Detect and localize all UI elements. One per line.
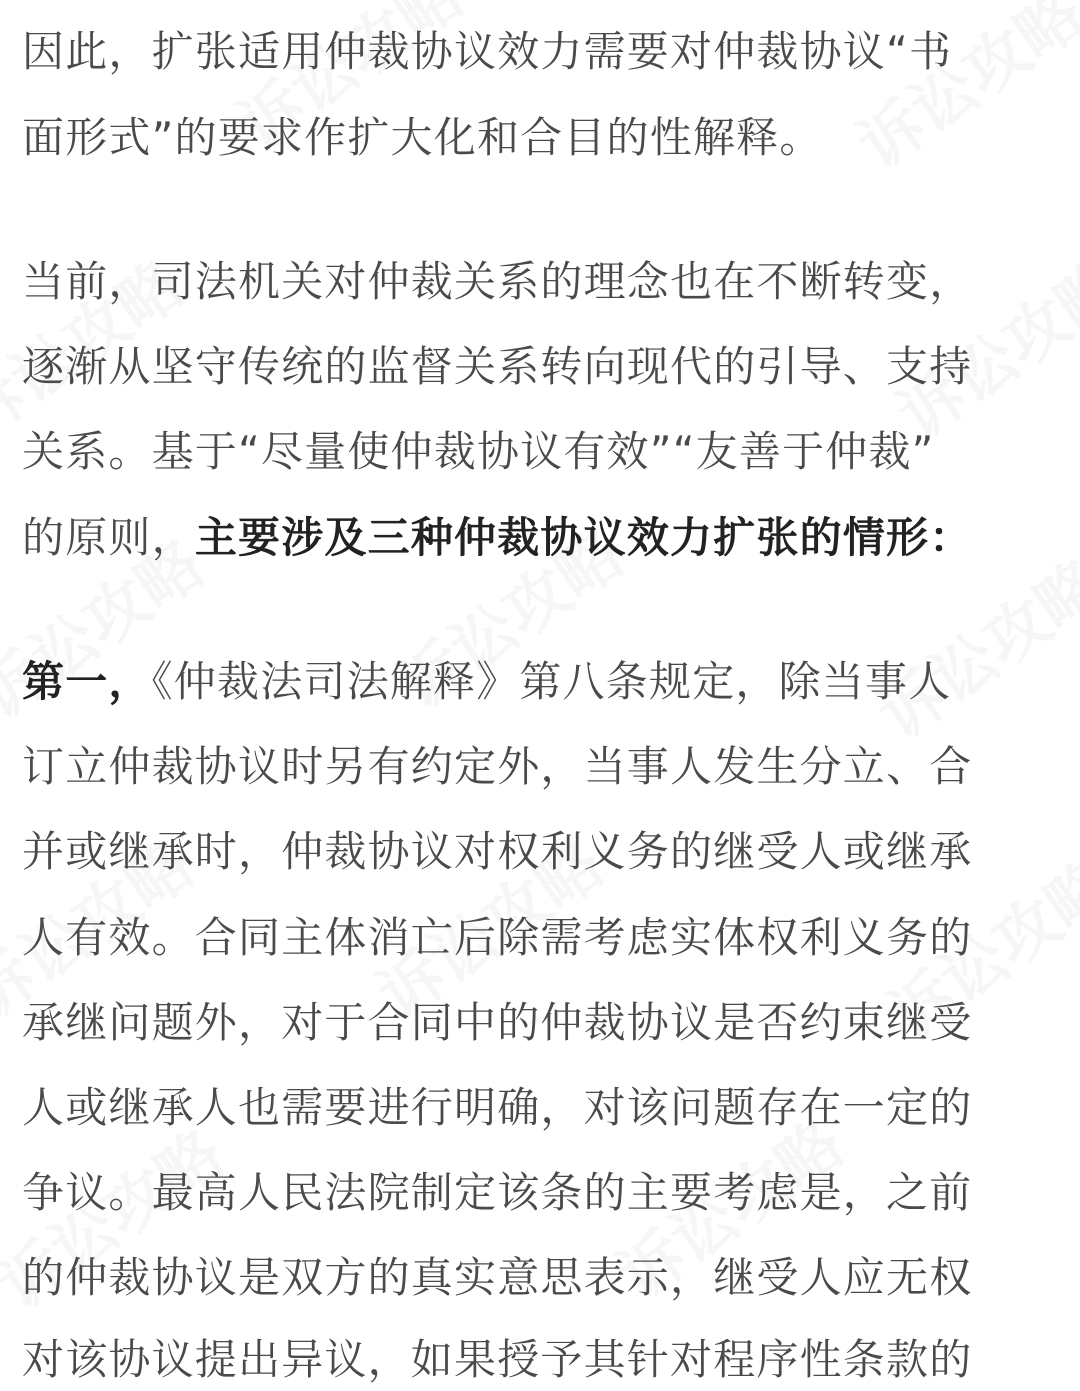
paragraph-2-line-3: 关系。基于“尽量使仲裁协议有效”“友善于仲裁” [22,427,935,476]
paragraph-3-plain-text: 《仲裁法司法解释》第八条规定，除当事人 [151,657,952,706]
paragraph-1-line-2: 面形式”的要求作扩大化和合目的性解释。 [22,113,823,162]
paragraph-3-line-9: 对该协议提出异议，如果授予其针对程序性条款的 [22,1335,973,1384]
watermark [857,535,1080,757]
paragraph-2-line-4 [22,508,972,568]
paragraph-2-plain-text: 的原则， [22,513,195,562]
paragraph-2-line-1: 当前，司法机关对仲裁关系的理念也在不断转变， [22,257,973,306]
paragraph-1-line-1: 因此，扩张适用仲裁协议效力需要对仲裁协议“书 [22,27,953,76]
paragraph-3-line-2: 订立仲裁协议时另有约定外，当事人发生分立、合 [22,742,973,791]
paragraph-2-line-2: 逐渐从坚守传统的监督关系转向现代的引导、支持 [22,342,973,391]
paragraph-3-bold-lead: 第一， [22,657,152,706]
paragraph-3-line-1 [22,652,951,712]
paragraph-3-line-5: 承继问题外，对于合同中的仲裁协议是否约束继受 [22,998,973,1047]
paragraph-2-bold-text: 主要涉及三种仲裁协议效力扩张的情形： [194,513,973,562]
paragraph-3-line-6: 人或继承人也需要进行明确，对该问题存在一定的 [22,1083,973,1132]
paragraph-3-line-4: 人有效。合同主体消亡后除需考虑实体权利义务的 [22,913,973,962]
paragraph-3-line-8: 的仲裁协议是双方的真实意思表示，继受人应无权 [22,1253,973,1302]
paragraph-3-line-3: 并或继承时，仲裁协议对权利义务的继受人或继承 [22,827,973,876]
paragraph-3-line-7: 争议。最高人民法院制定该条的主要考虑是，之前 [22,1168,973,1217]
